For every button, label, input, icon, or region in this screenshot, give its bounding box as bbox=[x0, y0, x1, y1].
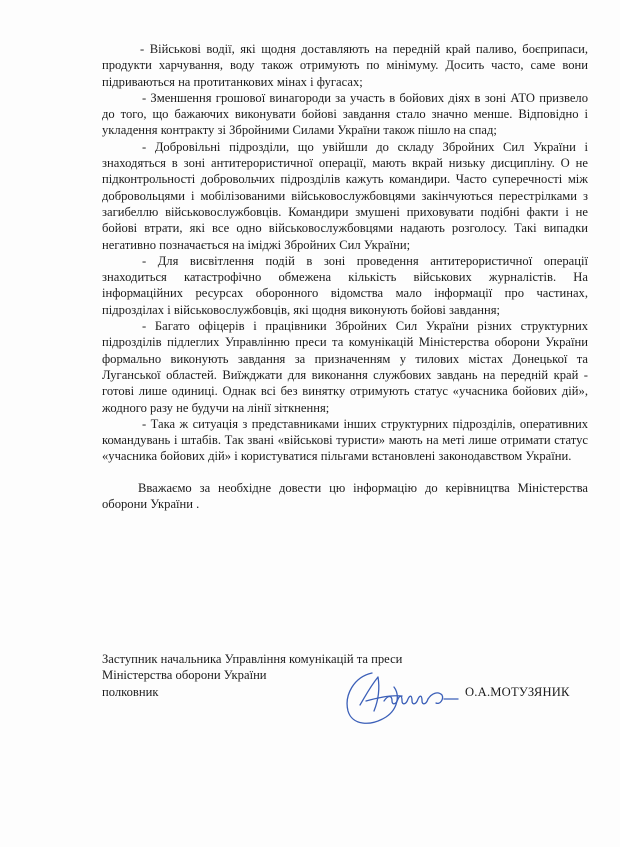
signatory-position-line2: Міністерства оборони України bbox=[102, 668, 267, 683]
signatory-position-line1: Заступник начальника Управління комунікацій та преси bbox=[102, 652, 403, 666]
signatory-name: О.А.МОТУЗЯНИК bbox=[465, 685, 570, 699]
handwritten-signature bbox=[340, 665, 464, 729]
paragraph-officers-rear: - Багато офіцерів і працівники Збройних Сил України різних структурних підрозділів підлеглих Управлінню преси та комунікацій Міністерства оборони України формально виконують завдання за призначенням у тилових містах Донецької та Луганської областей. Виїжджати для виконання службових завдань на передній край - готові лише одиниці. Однак всі без винятку отримують статус «учасника бойових дій», жодного разу не будучи на лінії зіткнення; bbox=[102, 319, 588, 415]
signature-strokes bbox=[347, 673, 458, 723]
closing-paragraph: Вважаємо за необхідне довести цю інформацію до керівництва Міністерства оборони України . bbox=[102, 480, 588, 512]
letter-body bbox=[102, 41, 588, 512]
paragraph-volunteer-units: - Добровільні підрозділи, що увійшли до складу Збройних Сил України і знаходяться в зоні антитерористичної операції, мають вкрай низьку дисципліну. О не підконтрольності добровольчих підрозділів кажуть командири. Часто суперечності між добровольцями і мобілізованими військовослужбовцями закінчуються перестрілками з загибеллю військовослужбовців. Командири змушені приховувати подібні факти і не бойові втрати, які все одно військовослужбовцями надають розголосу. Такі випадки негативно позначається на іміджі Збройних Сил України; bbox=[102, 139, 588, 252]
paragraph-military-drivers: - Військові водії, які щодня доставляють на передній край паливо, боєприпаси, продукти харчування, воду також отримують по мінімуму. Досить часто, саме вони підриваються на протитанкових мінах і фугасах; bbox=[102, 42, 588, 89]
signatory-rank: полковник bbox=[102, 684, 159, 699]
paragraph-military-tourists: - Така ж ситуація з представниками інших структурних підрозділів, оперативних командувань і штабів. Так звані «військові туристи» мають на меті лише отримати статус «учасника бойових дій» і користуватися пільгами встановлені законодавством України. bbox=[102, 416, 588, 464]
paragraph-reward-reduction: - Зменшення грошової винагороди за участь в бойових діях в зоні АТО призвело до того, що бажаючих виконувати бойові завдання стало значно менше. Відповідно і укладення контракту зі Збройними Силами України також пішло на спад; bbox=[102, 90, 588, 138]
paragraph-military-journalists: - Для висвітлення подій в зоні проведення антитерористичної операції знаходиться катастрофічно обмежена кількість військових журналістів. На інформаційних ресурсах оборонного відомства мало інформації про частинах, підрозділах і військовослужбовців, які щодня виконують бойові завдання; bbox=[102, 253, 588, 317]
signature-block bbox=[102, 651, 588, 700]
